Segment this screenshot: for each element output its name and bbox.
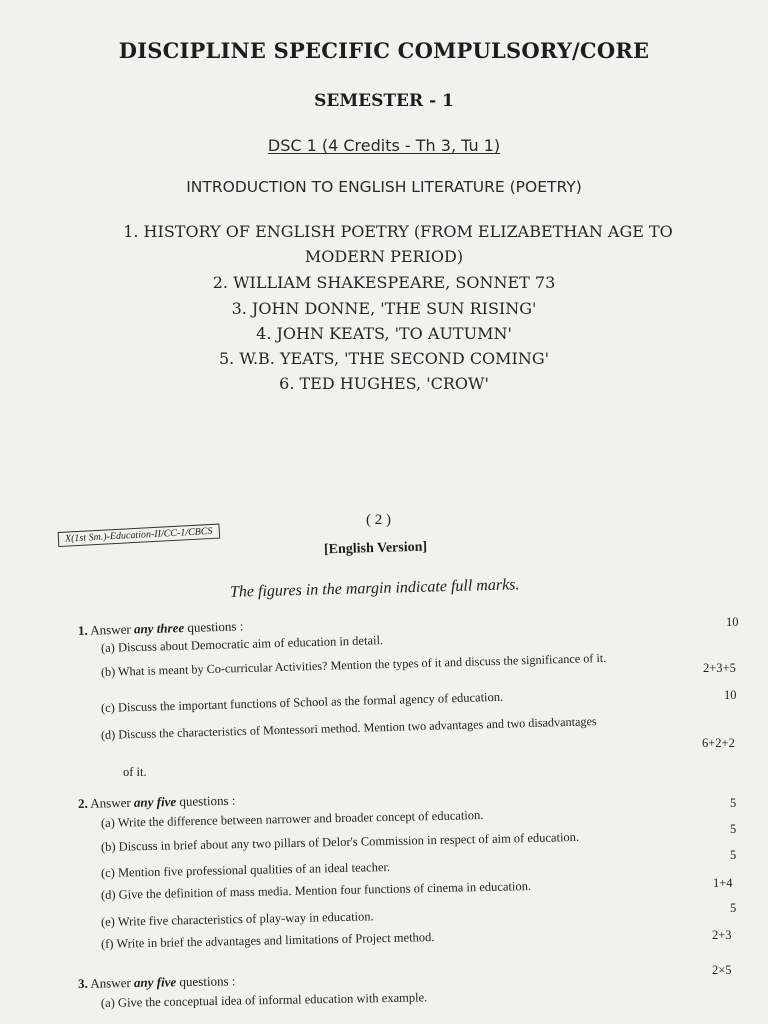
question-2f: (f) Write in brief the advantages and limitations of Project method. <box>100 930 435 951</box>
question-2b: (b) Discuss in brief about any two pillars of Delor's Commission in respect of aim of education. <box>100 829 580 854</box>
question-1b-marks: 2+3+5 <box>703 661 736 675</box>
question-1d: (d) Discuss the characteristics of Montessori method. Mention two advantages and two disadvantages <box>100 714 597 742</box>
question-2c: (c) Mention five professional qualities of an ideal teacher. <box>100 859 391 880</box>
question-1d-marks: 6+2+2 <box>702 736 735 750</box>
question-suffix: questions : <box>176 792 236 809</box>
topic-item: MODERN PERIOD) <box>304 247 464 266</box>
question-2a: (a) Write the difference between narrower and broader concept of education. <box>100 807 484 830</box>
page-number: ( 2 ) <box>366 512 391 528</box>
question-2e: (e) Write five characteristics of play-way in education. <box>100 909 374 929</box>
question-2-heading <box>78 793 236 812</box>
topic-item: 2. WILLIAM SHAKESPEARE, SONNET 73 <box>212 273 556 292</box>
semester-title: SEMESTER - 1 <box>314 91 454 111</box>
question-1c: (c) Discuss the important functions of School as the formal agency of education. <box>100 689 504 715</box>
question-suffix: questions : <box>176 973 236 990</box>
topic-item: 5. W.B. YEATS, 'THE SECOND COMING' <box>218 349 550 368</box>
topic-item: 4. JOHN KEATS, 'TO AUTUMN' <box>256 324 512 343</box>
syllabus-heading: DISCIPLINE SPECIFIC COMPULSORY/CORE <box>118 38 650 63</box>
question-emphasis: any five <box>133 793 177 810</box>
topic-item: 3. JOHN DONNE, 'THE SUN RISING' <box>231 299 537 318</box>
question-1-marks: 10 <box>726 615 739 629</box>
question-number: 3. <box>77 975 88 991</box>
version-heading: [English Version] <box>323 539 428 558</box>
question-2d: (d) Give the definition of mass media. Mention four functions of cinema in education. <box>100 878 532 902</box>
question-emphasis: any five <box>133 974 177 991</box>
question-prefix: Answer <box>90 621 135 638</box>
question-3-marks: 2×5 <box>712 963 732 977</box>
topic-item: 6. TED HUGHES, 'CROW' <box>279 374 489 393</box>
paper-code-box: X(1st Sm.)-Education-II/CC-1/CBCS <box>58 524 220 547</box>
marks-note: The figures in the margin indicate full marks. <box>229 576 520 601</box>
question-2b-marks: 5 <box>730 822 737 836</box>
question-2f-marks: 2+3 <box>712 928 732 942</box>
question-emphasis: any three <box>133 620 185 637</box>
question-number: 2. <box>77 795 88 811</box>
question-1-heading <box>78 618 244 639</box>
question-suffix: questions : <box>183 618 244 636</box>
question-number: 1. <box>77 622 88 638</box>
question-2d-marks: 1+4 <box>713 876 733 890</box>
question-1c-marks: 10 <box>724 688 737 702</box>
question-2a-marks: 5 <box>730 796 737 810</box>
question-prefix: Answer <box>90 794 135 811</box>
question-2e-marks: 5 <box>730 901 737 915</box>
question-3-heading <box>78 973 236 992</box>
question-1b: (b) What is meant by Co-curricular Activities? Mention the types of it and discuss the significance of it. <box>100 650 607 679</box>
topic-item: 1. HISTORY OF ENGLISH POETRY (FROM ELIZABETHAN AGE TO <box>123 222 673 241</box>
course-title: INTRODUCTION TO ENGLISH LITERATURE (POETRY) <box>186 178 582 196</box>
question-1d-continued: of it. <box>123 765 147 779</box>
question-2c-marks: 5 <box>730 848 737 862</box>
question-prefix: Answer <box>90 975 135 991</box>
question-1a: (a) Discuss about Democratic aim of education in detail. <box>100 633 384 655</box>
question-3a: (a) Give the conceptual idea of informal education with example. <box>100 990 428 1010</box>
course-code: DSC 1 (4 Credits - Th 3, Tu 1) <box>267 136 501 155</box>
